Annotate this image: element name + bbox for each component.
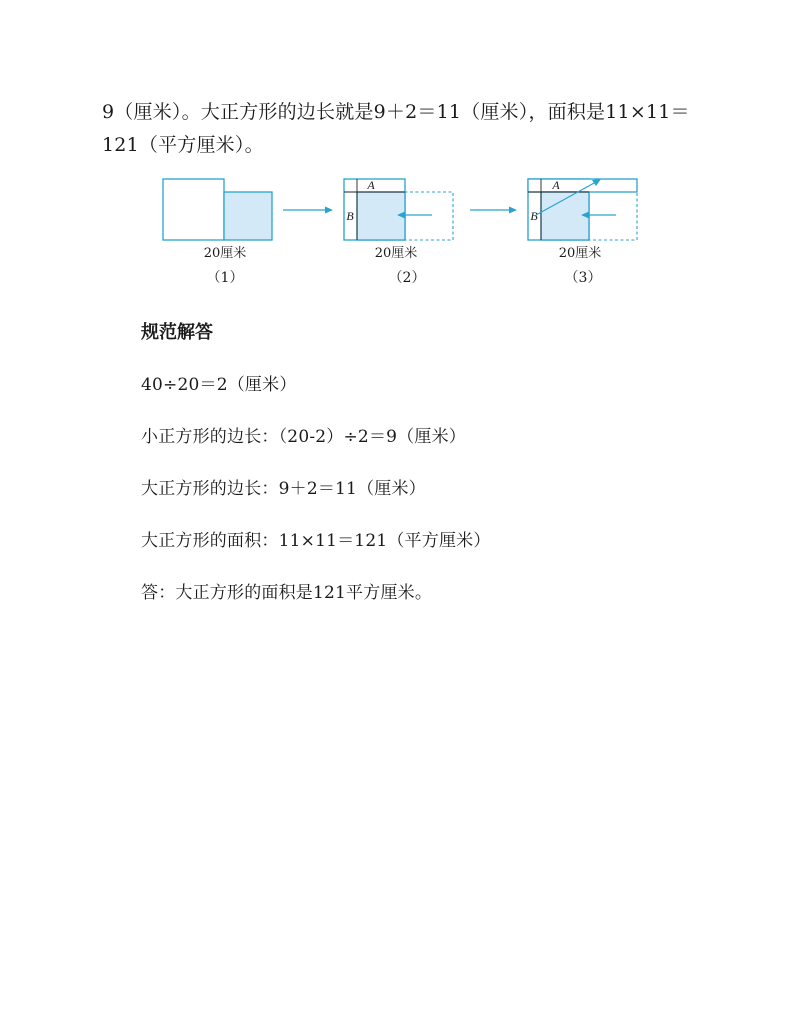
fig1-large-square bbox=[163, 179, 224, 240]
fig1-width-label: 20厘米 bbox=[203, 246, 247, 261]
solution-line-3: 大正方形的边长：9＋2＝11（厘米） bbox=[141, 479, 426, 499]
solution-line-2: 小正方形的边长：（20-2）÷2＝9（厘米） bbox=[141, 427, 466, 447]
intro-paragraph bbox=[102, 96, 712, 162]
fig1-caption: （1） bbox=[206, 270, 244, 286]
fig2-letter-b: B bbox=[346, 209, 354, 223]
intro-line-1: 9（厘米）。大正方形的边长就是9＋2＝11（厘米），面积是11×11＝ bbox=[102, 101, 690, 123]
arrow-1 bbox=[283, 207, 333, 214]
intro-line-2: 121（平方厘米）。 bbox=[102, 134, 264, 156]
fig2-letter-a: A bbox=[367, 178, 375, 192]
fig2-width-label: 20厘米 bbox=[374, 246, 418, 261]
fig1-small-square bbox=[224, 192, 272, 240]
arrow-2 bbox=[470, 207, 517, 214]
solution-line-1: 40÷20＝2（厘米） bbox=[141, 375, 297, 395]
figure-1 bbox=[163, 179, 272, 286]
figure-2 bbox=[344, 178, 453, 286]
figure-3 bbox=[528, 178, 637, 286]
fig3-caption: （3） bbox=[564, 270, 602, 286]
solution-answer: 答：大正方形的面积是121平方厘米。 bbox=[141, 583, 433, 603]
solution-heading: 规范解答 bbox=[141, 322, 213, 343]
fig2-shaded-square bbox=[357, 192, 405, 240]
fig3-width-label: 20厘米 bbox=[558, 246, 602, 261]
solution-section bbox=[141, 318, 701, 630]
fig3-letter-b: B bbox=[530, 209, 538, 223]
fig3-letter-a: A bbox=[552, 178, 560, 192]
solution-line-4: 大正方形的面积：11×11＝121（平方厘米） bbox=[141, 531, 491, 551]
fig2-caption: （2） bbox=[388, 270, 426, 286]
solution-lines bbox=[141, 370, 701, 608]
figure-sequence bbox=[150, 170, 650, 295]
figure-svg bbox=[150, 170, 650, 295]
